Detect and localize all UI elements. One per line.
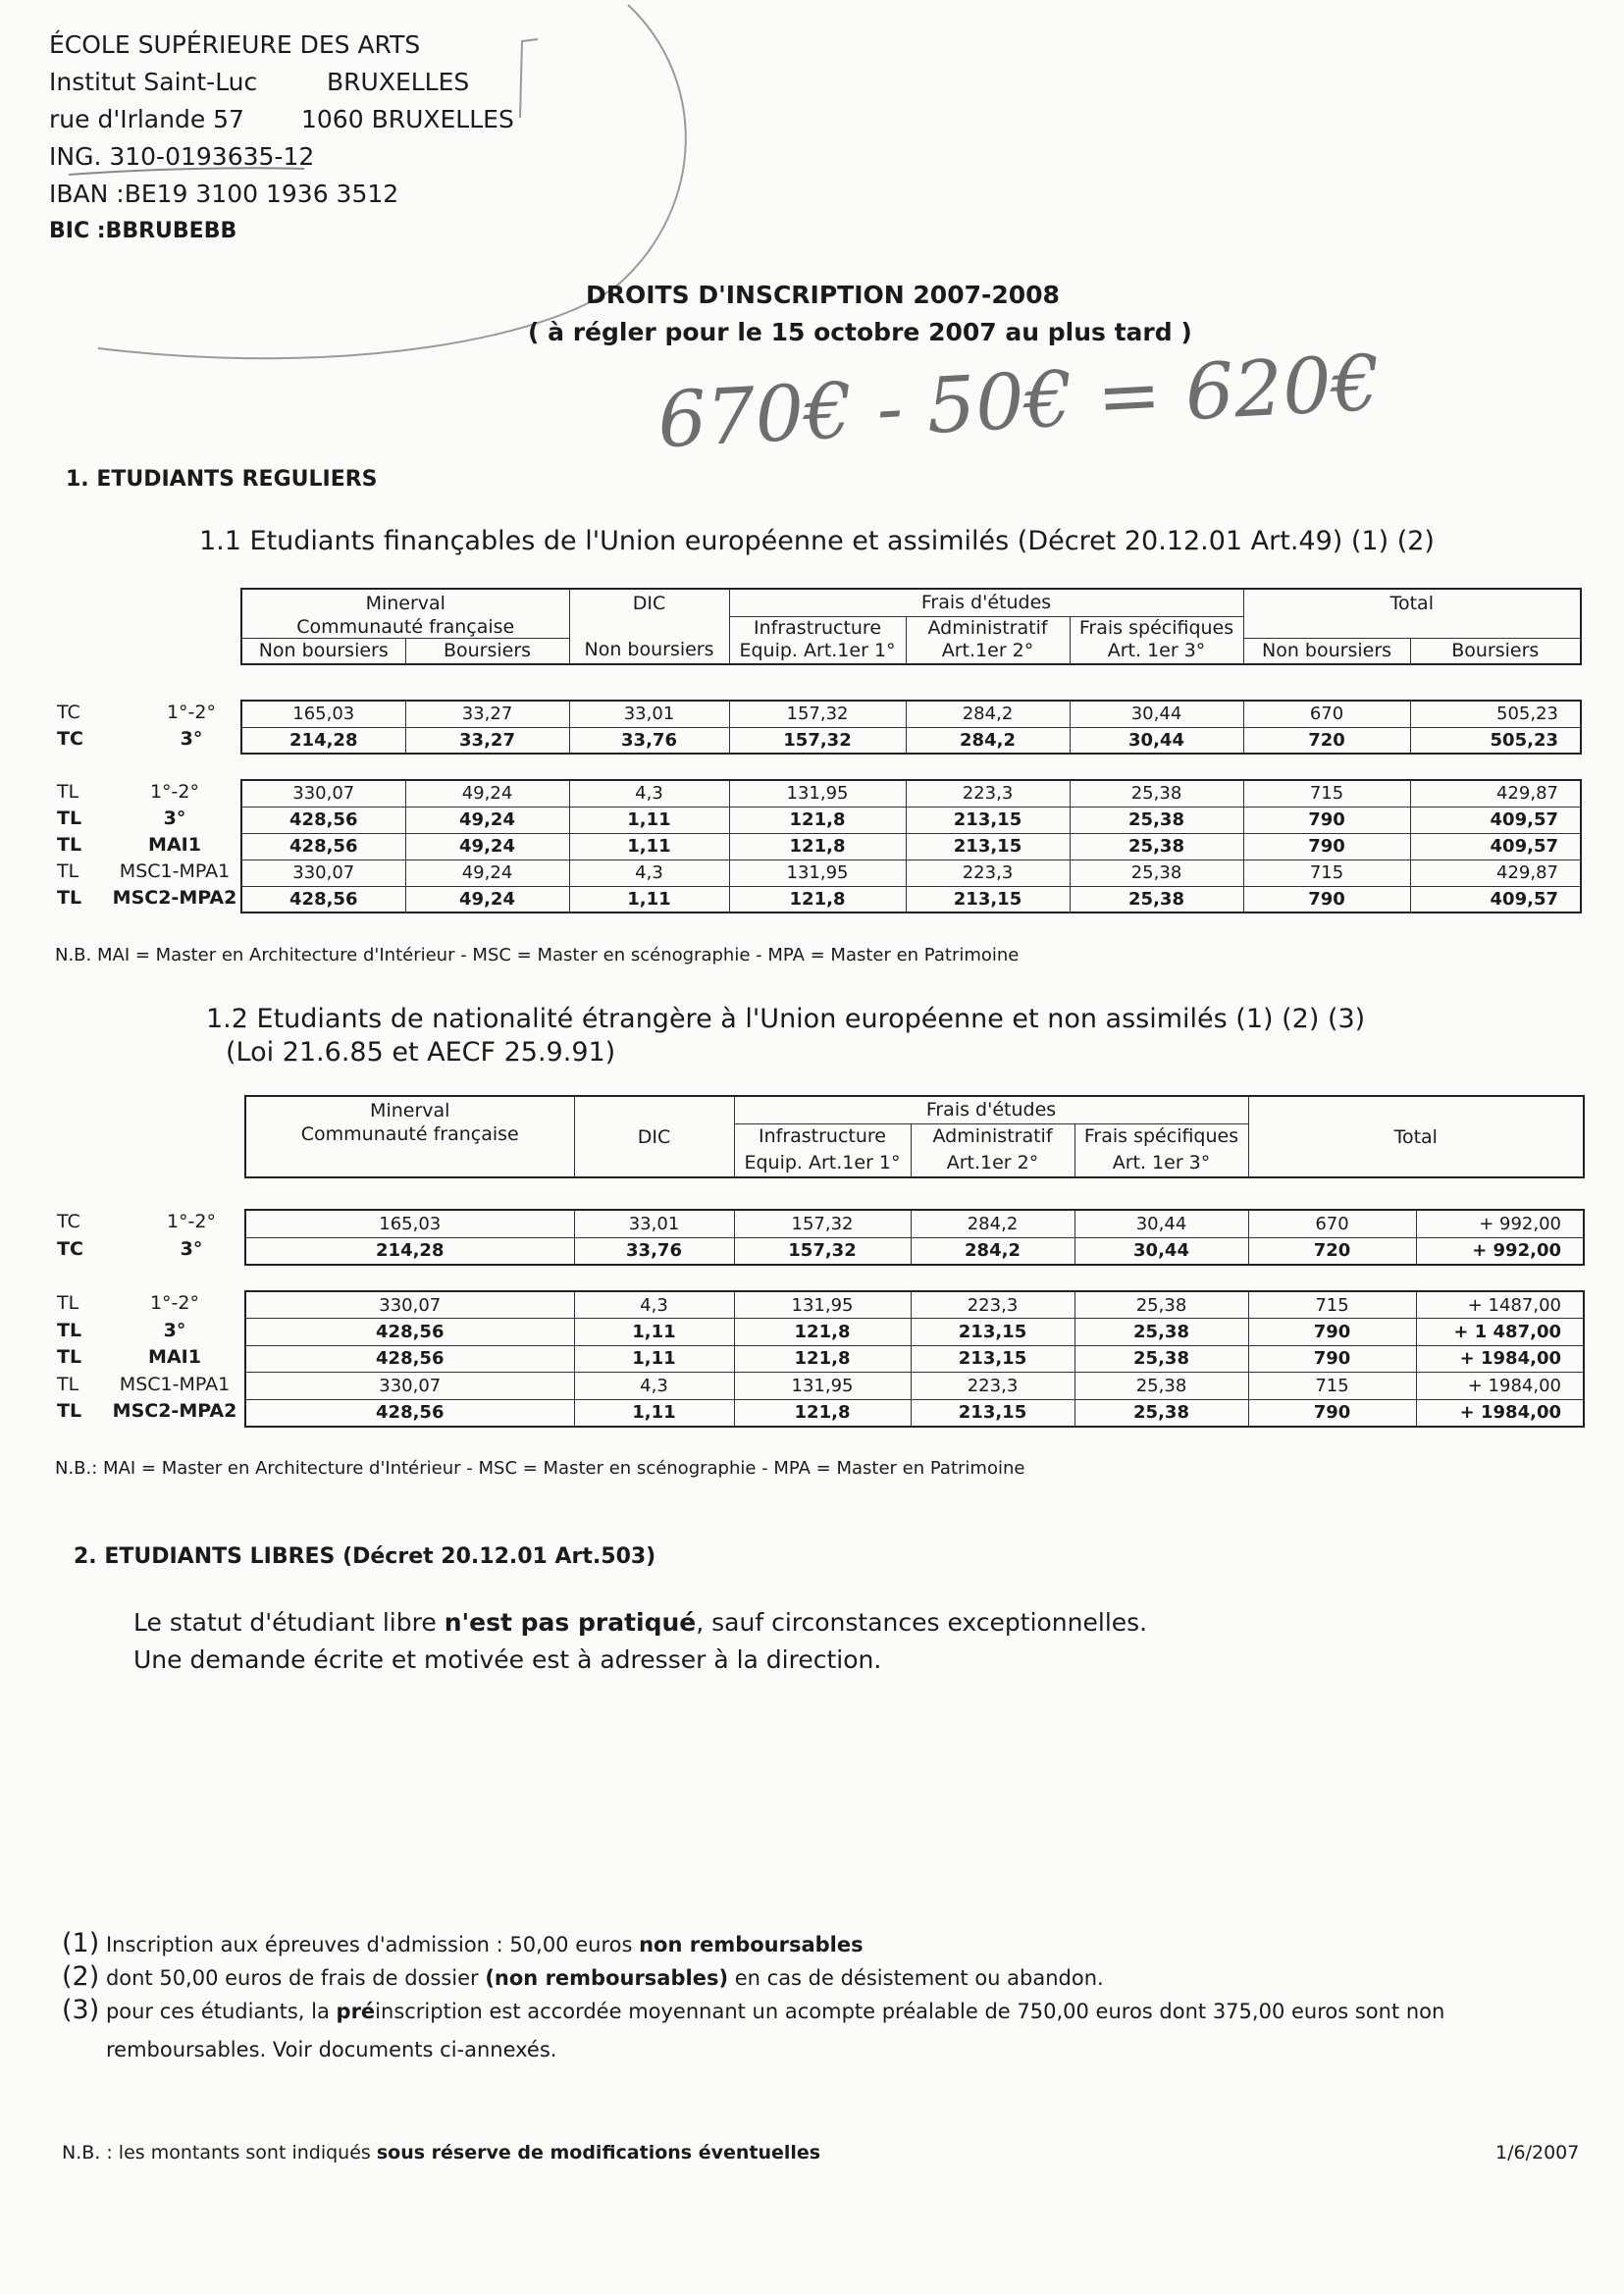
row-level-label: 1°-2° [149,1292,200,1314]
table-cell: + 1984,00 [1416,1399,1584,1427]
row-type-label: TC [57,728,83,750]
row-level-label: MAI1 [148,834,201,856]
school-name: ÉCOLE SUPÉRIEURE DES ARTS [49,30,421,59]
table-1-header [240,588,1582,665]
table-cell: 720 [1248,1237,1416,1265]
table-cell: + 992,00 [1416,1210,1584,1237]
row-type-label: TC [57,1211,80,1232]
footnote-3-emphasis: pré [336,2000,376,2023]
table-cell: 25,38 [1070,860,1243,886]
table-row [241,701,1581,727]
table-1-note: N.B. MAI = Master en Architecture d'Intérieur - MSC = Master en scénographie - MPA = Master en Patrimoine [55,945,1020,965]
table-cell: 213,15 [906,807,1070,833]
table-cell: 715 [1248,1291,1416,1319]
table-cell: 790 [1243,833,1410,860]
section-2-heading: 2. ETUDIANTS LIBRES (Décret 20.12.01 Art.503) [74,1544,656,1569]
table-cell: + 1487,00 [1416,1291,1584,1319]
table-cell: 4,3 [569,860,729,886]
table-cell: 4,3 [574,1373,734,1400]
header-minerval: Minerval [241,589,569,616]
header-minerval: Minerval [245,1096,574,1123]
table-cell: 330,07 [241,780,405,807]
footer-note-text: N.B. : les montants sont indiqués [62,2142,377,2164]
city-1: BRUXELLES [327,68,470,96]
row-type-label: TL [57,781,79,803]
header-boursiers: Boursiers [405,639,569,664]
header-administratif-art: Art.1er 2° [906,639,1070,664]
table-cell: 33,76 [569,727,729,754]
table-cell: 1,11 [569,886,729,912]
table-row [241,860,1581,886]
table-2-tl-body [245,1291,1584,1427]
table-cell: 157,32 [734,1210,911,1237]
table-cell: 1,11 [574,1399,734,1427]
table-cell: 790 [1248,1319,1416,1346]
table-cell: 25,38 [1074,1373,1248,1400]
footnote-1-number: (1) [62,1928,100,1958]
header-frais-specifiques-art: Art. 1er 3° [1070,639,1243,664]
header-frais-specifiques: Frais spécifiques [1074,1123,1248,1149]
bank-iban: IBAN :BE19 3100 1936 3512 [49,180,399,208]
table-cell: 49,24 [405,780,569,807]
table-2-tl [244,1290,1585,1428]
footnote-1-emphasis: non remboursables [639,1933,864,1956]
row-type-label: TL [57,808,82,829]
handwritten-calculation: 670€ - 50€ = 620€ [655,339,1383,466]
header-infrastructure: Infrastructure [729,616,906,639]
table-cell: 121,8 [729,833,906,860]
row-type-label: TL [57,887,82,909]
table-2-header [244,1095,1585,1178]
table-cell: 428,56 [241,807,405,833]
table-cell: 121,8 [729,886,906,912]
table-cell: 25,38 [1070,780,1243,807]
footnote-2-number: (2) [62,1961,100,1992]
row-level-label: MAI1 [148,1346,201,1368]
table-cell: 165,03 [241,701,405,727]
table-cell: 1,11 [569,807,729,833]
table-cell: 30,44 [1070,701,1243,727]
header-frais-etudes: Frais d'études [729,589,1243,616]
header-infrastructure-art: Equip. Art.1er 1° [729,639,906,664]
section-1-1-heading: 1.1 Etudiants finançables de l'Union européenne et assimilés (Décret 20.12.01 Art.49) (1) (2) [199,526,1435,556]
table-cell: 715 [1243,780,1410,807]
row-type-label: TL [57,1346,82,1368]
row-type-label: TL [57,1373,79,1395]
table-cell: 284,2 [906,701,1070,727]
city-2: 1060 BRUXELLES [301,105,514,133]
table-cell: 284,2 [911,1237,1074,1265]
table-cell: 25,38 [1074,1399,1248,1427]
para-1-end: , sauf circonstances exceptionnelles. [696,1608,1148,1637]
header-total-non-boursiers: Non boursiers [1243,639,1410,664]
table-2-note: N.B.: MAI = Master en Architecture d'Intérieur - MSC = Master en scénographie - MPA = Master en Patrimoine [55,1458,1025,1479]
row-level-label: 1°-2° [149,781,200,803]
table-cell: 409,57 [1410,807,1581,833]
table-cell: 121,8 [734,1345,911,1373]
section-2-paragraph-1 [133,1608,1147,1637]
section-1-heading: 1. ETUDIANTS REGULIERS [66,467,378,492]
table-cell: 428,56 [241,886,405,912]
table-cell: 25,38 [1074,1291,1248,1319]
table-cell: 428,56 [245,1345,574,1373]
table-row [245,1237,1584,1265]
table-cell: 165,03 [245,1210,574,1237]
table-cell: 213,15 [911,1345,1074,1373]
table-cell: 213,15 [906,886,1070,912]
table-row [245,1345,1584,1373]
footnote-2-text: dont 50,00 euros de frais de dossier [105,1966,486,1990]
row-level-label: MSC1-MPA1 [119,860,231,882]
header-total: Total [1243,589,1581,616]
table-cell: 409,57 [1410,833,1581,860]
table-cell: 330,07 [241,860,405,886]
header-non-boursiers: Non boursiers [241,639,405,664]
table-row [241,780,1581,807]
header-dic-non-boursiers: Non boursiers [569,616,729,664]
table-cell: 720 [1243,727,1410,754]
table-cell: 121,8 [729,807,906,833]
table-cell: 330,07 [245,1291,574,1319]
row-type-label: TL [57,1400,82,1422]
row-level-label: 3° [180,1238,203,1260]
table-cell: 25,38 [1070,886,1243,912]
table-cell: + 992,00 [1416,1237,1584,1265]
table-cell: 30,44 [1074,1210,1248,1237]
table-cell: 409,57 [1410,886,1581,912]
footnote-2 [62,1961,1104,1992]
table-cell: 49,24 [405,833,569,860]
table-cell: 790 [1243,886,1410,912]
table-cell: 284,2 [906,727,1070,754]
table-cell: 121,8 [734,1319,911,1346]
row-type-label: TL [57,834,82,856]
table-cell: 284,2 [911,1210,1074,1237]
table-cell: 223,3 [906,860,1070,886]
row-type-label: TC [57,702,80,723]
table-row [245,1291,1584,1319]
table-cell: + 1984,00 [1416,1373,1584,1400]
header-infrastructure: Infrastructure [734,1123,911,1149]
header-total-boursiers: Boursiers [1410,639,1581,664]
table-cell: 715 [1243,860,1410,886]
institute-name: Institut Saint-Luc [49,68,258,96]
page-subtitle: ( à régler pour le 15 octobre 2007 au plus tard ) [528,318,1192,346]
street-address: rue d'Irlande 57 [49,105,244,133]
table-cell: 121,8 [734,1399,911,1427]
section-2-paragraph-2: Une demande écrite et motivée est à adresser à la direction. [133,1645,882,1674]
row-type-label: TL [57,1292,79,1314]
row-type-label: TL [57,1319,82,1341]
table-cell: 49,24 [405,860,569,886]
table-cell: 429,87 [1410,860,1581,886]
pencil-bracket [520,39,538,118]
table-cell: 429,87 [1410,780,1581,807]
table-cell: 223,3 [911,1373,1074,1400]
footnote-2-emphasis: (non remboursables) [485,1966,729,1990]
table-cell: 223,3 [911,1291,1074,1319]
table-cell: 25,38 [1070,807,1243,833]
table-cell: 4,3 [574,1291,734,1319]
footnote-3-number: (3) [62,1995,100,2025]
table-row [245,1319,1584,1346]
header-frais-etudes: Frais d'études [734,1096,1248,1123]
table-cell: 214,28 [241,727,405,754]
para-1-emphasis: n'est pas pratiqué [444,1608,697,1637]
row-level-label: MSC2-MPA2 [112,887,237,909]
header-communaute: Communauté française [245,1123,574,1177]
header-frais-specifiques: Frais spécifiques [1070,616,1243,639]
table-cell: 214,28 [245,1237,574,1265]
table-cell: 157,32 [729,727,906,754]
table-cell: 49,24 [405,807,569,833]
table-cell: 131,95 [729,780,906,807]
table-row [245,1399,1584,1427]
table-cell: + 1984,00 [1416,1345,1584,1373]
footnote-3-end: inscription est accordée moyennant un acompte préalable de 750,00 euros dont 375,00 euros sont non [375,2000,1445,2023]
table-cell: + 1 487,00 [1416,1319,1584,1346]
table-cell: 223,3 [906,780,1070,807]
header-administratif-art: Art.1er 2° [911,1149,1074,1177]
footnote-2-end: en cas de désistement ou abandon. [728,1966,1104,1990]
table-cell: 33,76 [574,1237,734,1265]
row-level-label: 1°-2° [166,702,217,723]
table-cell: 33,01 [569,701,729,727]
table-cell: 670 [1248,1210,1416,1237]
table-cell: 30,44 [1074,1237,1248,1265]
table-cell: 428,56 [245,1319,574,1346]
table-cell: 790 [1243,807,1410,833]
section-1-2-law: (Loi 21.6.85 et AECF 25.9.91) [226,1037,616,1068]
row-type-label: TC [57,1238,83,1260]
footnote-1 [62,1928,864,1958]
table-2-tc [244,1209,1585,1266]
table-cell: 428,56 [245,1399,574,1427]
table-cell: 505,23 [1410,727,1581,754]
table-row [241,833,1581,860]
table-cell: 505,23 [1410,701,1581,727]
table-cell: 1,11 [574,1319,734,1346]
footer-date: 1/6/2007 [1495,2142,1580,2164]
table-1-tl-body [241,780,1581,912]
table-1-tc [240,700,1582,755]
header-frais-specifiques-art: Art. 1er 3° [1074,1149,1248,1177]
footnote-3-continued: remboursables. Voir documents ci-annexés. [106,2038,557,2061]
row-level-label: 3° [163,808,186,829]
table-1-tl [240,779,1582,913]
header-infrastructure-art: Equip. Art.1er 1° [734,1149,911,1177]
table-cell: 49,24 [405,886,569,912]
header-administratif: Administratif [906,616,1070,639]
table-row [245,1373,1584,1400]
header-administratif: Administratif [911,1123,1074,1149]
header-dic: DIC [569,589,729,616]
page-title: DROITS D'INSCRIPTION 2007-2008 [586,281,1060,309]
header-dic: DIC [574,1096,734,1177]
row-level-label: 3° [180,728,203,750]
table-row [241,886,1581,912]
table-cell: 670 [1243,701,1410,727]
table-cell: 25,38 [1074,1345,1248,1373]
table-cell: 33,27 [405,727,569,754]
table-cell: 790 [1248,1399,1416,1427]
table-cell: 131,95 [729,860,906,886]
footer-note [62,2142,820,2164]
footer-note-emphasis: sous réserve de modifications éventuelles [376,2142,821,2164]
bank-bic: BIC :BBRUBEBB [49,219,237,243]
row-level-label: 3° [163,1319,186,1341]
table-cell: 25,38 [1074,1319,1248,1346]
table-cell: 790 [1248,1345,1416,1373]
table-cell: 1,11 [574,1345,734,1373]
table-cell: 157,32 [734,1237,911,1265]
row-level-label: MSC2-MPA2 [112,1400,237,1422]
table-cell: 33,27 [405,701,569,727]
table-cell: 30,44 [1070,727,1243,754]
row-level-label: MSC1-MPA1 [119,1373,231,1395]
header-communaute: Communauté française [241,616,569,639]
footnote-3 [62,1995,1444,2025]
table-cell: 131,95 [734,1373,911,1400]
table-cell: 131,95 [734,1291,911,1319]
table-cell: 330,07 [245,1373,574,1400]
table-cell: 715 [1248,1373,1416,1400]
header-total: Total [1248,1096,1584,1177]
table-1-tc-body [241,701,1581,754]
table-cell: 157,32 [729,701,906,727]
table-cell: 213,15 [911,1319,1074,1346]
row-type-label: TL [57,860,79,882]
table-cell: 213,15 [906,833,1070,860]
table-row [245,1210,1584,1237]
section-1-2-heading: 1.2 Etudiants de nationalité étrangère à l'Union européenne et non assimilés (1) (2) (3) [206,1004,1366,1034]
table-cell: 213,15 [911,1399,1074,1427]
bank-ing: ING. 310-0193635-12 [49,142,315,171]
table-cell: 428,56 [241,833,405,860]
table-cell: 4,3 [569,780,729,807]
footnote-3-text: pour ces étudiants, la [105,2000,337,2023]
table-cell: 33,01 [574,1210,734,1237]
table-row [241,807,1581,833]
table-cell: 25,38 [1070,833,1243,860]
table-row [241,727,1581,754]
table-2-tc-body [245,1210,1584,1265]
table-cell: 1,11 [569,833,729,860]
footnote-1-text: Inscription aux épreuves d'admission : 50,00 euros [105,1933,640,1956]
para-1-start: Le statut d'étudiant libre [133,1608,445,1637]
row-level-label: 1°-2° [166,1211,217,1232]
